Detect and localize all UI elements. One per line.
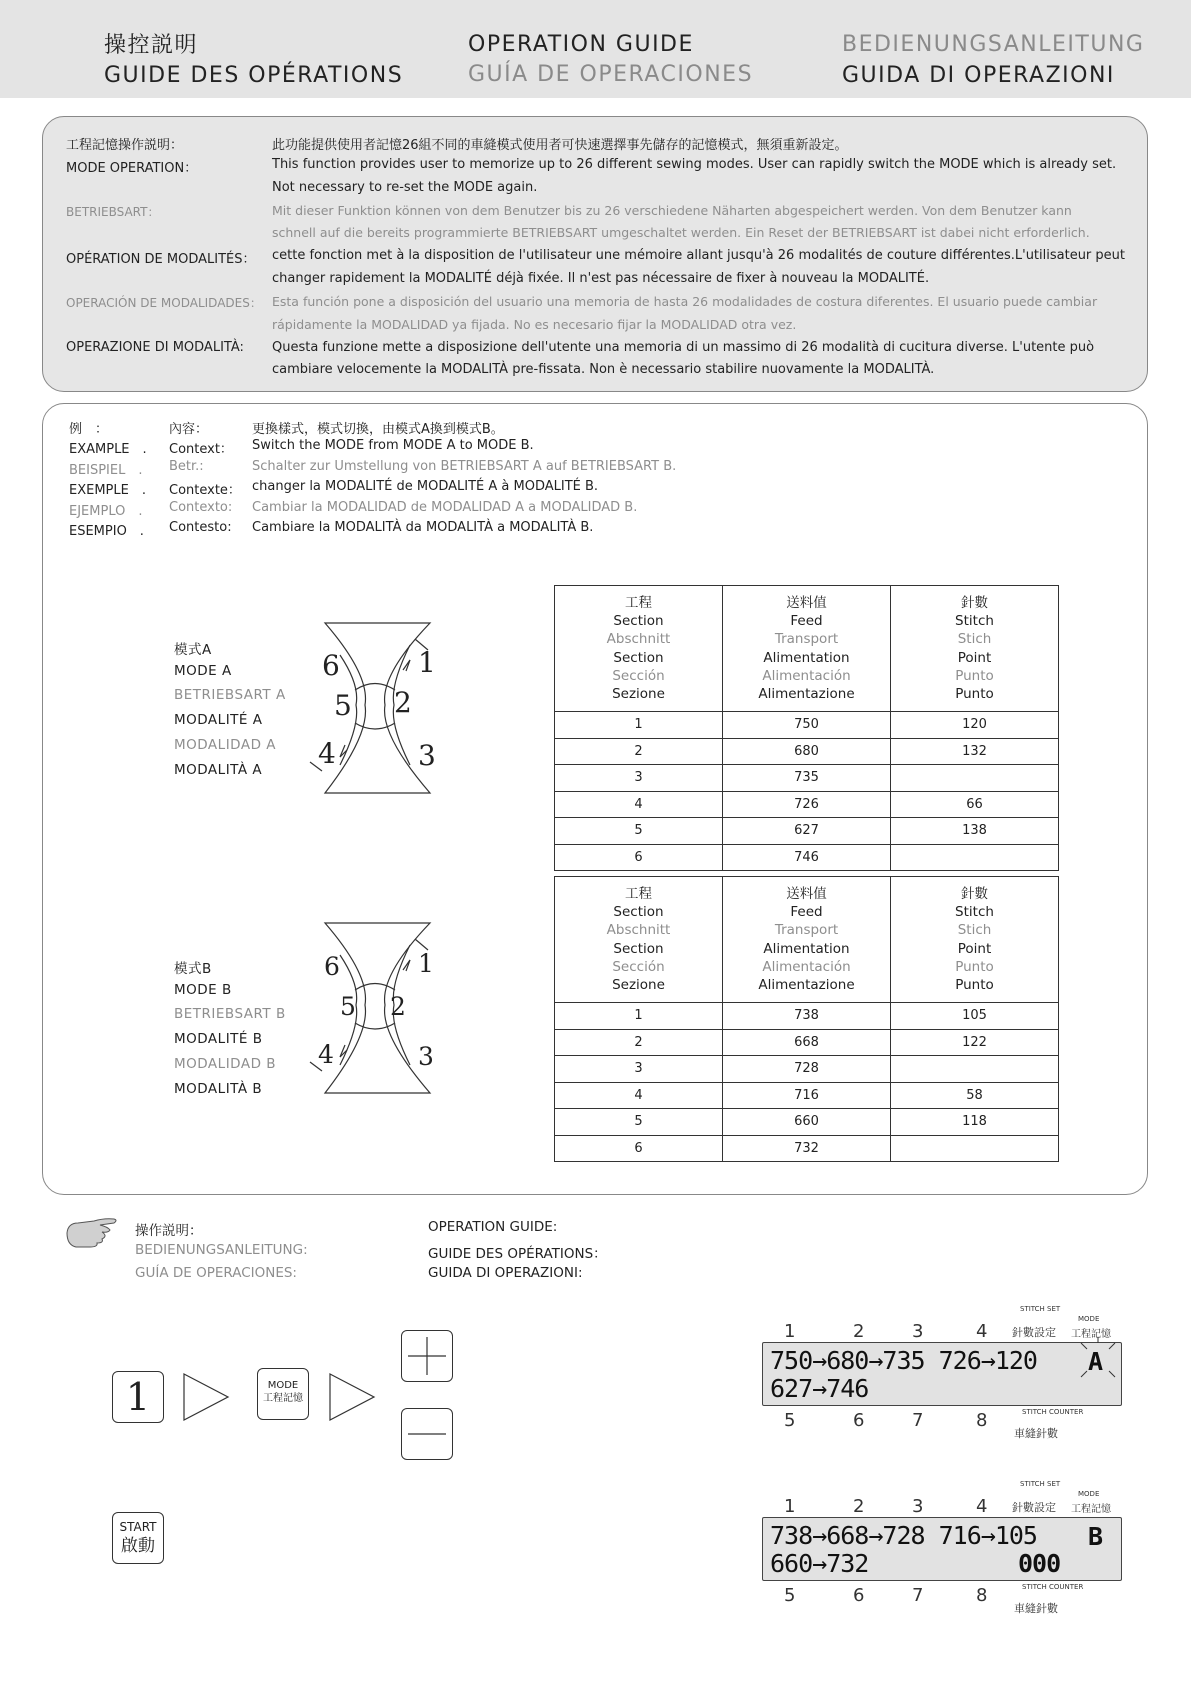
table-header-feed-3: Alimentation [763,649,850,666]
guide-title-es: GUÍA DE OPERACIONES: [135,1265,297,1281]
table-header-feed-2: Transport [774,922,839,939]
mode-button-label: MODE [267,1380,299,1391]
mode-a-section-6: 6 [322,649,340,682]
table-header-feed-1: Feed [790,903,823,920]
guide-title-fr: GUIDE DES OPÉRATIONS： [428,1246,607,1262]
display2-top-num-0: 1 [784,1496,796,1517]
guide-title-it: GUIDA DI OPERAZIONI: [428,1265,583,1281]
table-header-stitch-2: Stich [957,922,992,939]
mode-label-0: 工程記憶操作説明： [66,138,184,153]
stitch-counter-label: STITCH COUNTER [1022,1408,1084,1416]
pointing-hand-icon [64,1215,122,1251]
table-cell: 122 [891,1029,1059,1056]
mode-b-section-1: 1 [418,949,434,978]
table-row [555,1109,1059,1136]
modeA-label-1: MODE A [174,662,232,679]
minus-icon [402,1409,452,1459]
table-row [555,1003,1059,1030]
lcd-mode-letter: B [1088,1522,1103,1551]
example-context-3: Contexte： [169,483,241,498]
modeB-label-1: MODE B [174,981,232,998]
mode-a-section-1: 1 [418,646,436,679]
table-header-section-2: Abschnitt [606,631,671,648]
table-cell: 680 [723,738,891,765]
table-header-stitch-5: Punto [955,977,994,994]
mode-a-section-3: 3 [418,739,436,772]
mode-label-1: MODE OPERATION： [66,161,198,176]
modeA-label-3: MODALITÉ A [174,712,263,729]
table-cell: 668 [723,1029,891,1056]
mode-label-zh: 工程記憶 [1071,1504,1111,1515]
modeA-label-0: 模式A [174,642,212,658]
stitch-set-label: STITCH SET [1020,1305,1061,1313]
table-cell [891,844,1059,871]
key-1-button[interactable]: 1 [112,1371,164,1423]
table-cell: 4 [555,791,723,818]
mode-text-5: cette fonction met à la disposition de l'utilisateur une mémoire allant jusqu'à 26 modalités de couture différentes.L'utilisateur peut [272,248,1125,263]
table-row [555,1135,1059,1162]
table-header-feed-4: Alimentación [762,958,851,975]
table-header-feed [723,877,891,1003]
stitch-counter-label-zh: 車縫針數 [1014,1427,1058,1440]
plus-icon [402,1331,452,1381]
display2-top-num-2: 3 [912,1496,924,1517]
table-header-stitch [891,586,1059,712]
mode-b-section-2: 2 [390,992,406,1021]
mode-label-5: OPÉRATION DE MODALITÉS： [66,252,256,267]
header-title-de: BEDIENUNGSANLEITUNG [842,32,1145,57]
mode-label: MODE [1078,1490,1100,1498]
example-context-0: 內容： [169,422,209,437]
table-header-section-1: Section [613,903,664,920]
display1-bottom-num-0: 5 [784,1410,796,1431]
stitch-set-label-zh: 針數設定 [1012,1326,1056,1339]
mode-b-section-3: 3 [418,1042,434,1071]
guide-title-de: BEDIENUNGSANLEITUNG: [135,1242,308,1258]
table-cell: 750 [723,712,891,739]
table-cell: 728 [723,1056,891,1083]
mode-b-section-5: 5 [340,992,356,1021]
modeB-label-2: BETRIEBSART B [174,1006,286,1023]
table-cell: 746 [723,844,891,871]
table-header-section-0: 工程 [625,594,652,611]
minus-button[interactable] [401,1408,453,1460]
plus-button[interactable] [401,1330,453,1382]
table-cell: 738 [723,1003,891,1030]
table-cell: 6 [555,844,723,871]
table-header-section [555,877,723,1003]
page-header [0,0,1191,98]
table-cell: 735 [723,765,891,792]
lcd-mode-letter: A [1088,1347,1103,1376]
example-prefix-1: EXAMPLE . [69,442,147,457]
mode-label-zh: 工程記憶 [1071,1329,1111,1340]
table-cell: 627 [723,818,891,845]
lcd-line-2: 660→732 [770,1549,869,1578]
table-cell [891,1056,1059,1083]
table-cell: 726 [723,791,891,818]
display2-top-num-1: 2 [853,1496,865,1517]
table-cell: 118 [891,1109,1059,1136]
display1-bottom-num-2: 7 [912,1410,924,1431]
table-cell: 1 [555,1003,723,1030]
modeB-label-5: MODALITÀ B [174,1080,263,1097]
display1-bottom-num-1: 6 [853,1410,865,1431]
mode-b-section-6: 6 [324,952,340,981]
table-header-feed-0: 送料值 [786,594,827,611]
table-header-stitch [891,877,1059,1003]
table-header-row [555,586,1059,712]
example-prefix-4: EJEMPLO . [69,504,143,519]
table-header-stitch-1: Stitch [955,612,994,629]
table-cell: 1 [555,712,723,739]
table-cell: 2 [555,738,723,765]
table-cell: 716 [723,1082,891,1109]
example-prefix-3: EXEMPLE . [69,483,146,498]
table-header-stitch-3: Point [957,940,992,957]
table-cell: 3 [555,765,723,792]
example-desc-2: Schalter zur Umstellung von BETRIEBSART A auf BETRIEBSART B. [252,459,677,474]
modeA-label-5: MODALITÀ A [174,761,263,778]
header-title-es: GUÍA DE OPERACIONES [468,62,754,87]
table-row [555,738,1059,765]
display1-top-num-1: 2 [853,1321,865,1342]
mode-b-section-4: 4 [318,1040,334,1069]
display1-top-num-0: 1 [784,1321,796,1342]
mode-button-label-zh: 工程記憶 [263,1393,303,1404]
table-header-section-4: Sección [612,958,665,975]
table-row [555,765,1059,792]
table-header-stitch-1: Stitch [955,903,994,920]
table-row [555,712,1059,739]
table-cell: 5 [555,1109,723,1136]
modeA-label-4: MODALIDAD A [174,736,276,753]
table-cell: 6 [555,1135,723,1162]
table-header-feed-5: Alimentazione [758,977,855,994]
table-cell: 66 [891,791,1059,818]
table-cell: 120 [891,712,1059,739]
example-desc-4: Cambiar la MODALIDAD de MODALIDAD A a MODALIDAD B. [252,500,638,515]
blink-indicator-icon [1073,1335,1123,1385]
example-desc-0: 更換樣式，模式切換，由模式A換到模式B。 [252,422,504,437]
start-button-label: START [119,1520,157,1534]
stitch-set-label-zh: 針數設定 [1012,1501,1056,1514]
lcd-line-1: 738→668→728 716→105 [770,1521,1037,1550]
example-context-1: Context： [169,442,233,457]
table-cell: 4 [555,1082,723,1109]
table-header-section-4: Sección [612,667,665,684]
table-row [555,1082,1059,1109]
guide-title-en: OPERATION GUIDE: [428,1219,558,1235]
stitch-counter-label-zh: 車縫針數 [1014,1602,1058,1615]
table-header-feed-0: 送料值 [786,885,827,902]
table-header-feed-3: Alimentation [763,940,850,957]
table-cell [891,1135,1059,1162]
table-cell: 132 [891,738,1059,765]
example-desc-5: Cambiare la MODALITÀ da MODALITÀ a MODALITÀ B. [252,520,594,535]
mode-text-6: changer rapidement la MODALITÉ déjà fixée. Il n'est pas nécessaire de fixer à nouveau la MODALITÉ. [272,271,930,286]
mode-b-diagram [300,915,450,1100]
example-context-5: Contesto: [169,520,232,535]
example-context-4: Contexto: [169,500,233,515]
example-prefix-2: BEISPIEL . [69,463,143,478]
mode-text-1: This function provides user to memorize up to 26 different sewing modes. User can rapidly switch the MODE which is already set. [272,157,1117,172]
lcd-line-1: 750→680→735 726→120 [770,1346,1037,1375]
display1-top-num-2: 3 [912,1321,924,1342]
mode-text-10: cambiare velocemente la MODALITÀ pre-fissata. Non è necessario stabilire nuovamente la MODALITÀ. [272,362,935,377]
mode-a-section-4: 4 [318,737,336,770]
mode-label-7: OPERACIÓN DE MODALIDADES： [66,296,262,310]
arrow-right-icon [182,1372,230,1422]
table-row [555,844,1059,871]
stitch-set-label: STITCH SET [1020,1480,1061,1488]
table-row [555,818,1059,845]
header-title-en: OPERATION GUIDE [468,32,694,57]
table-header-feed-5: Alimentazione [758,686,855,703]
mode-a-table [554,585,1059,871]
table-header-stitch-2: Stich [957,631,992,648]
example-context-2: Betr.: [169,459,204,474]
guide-title-zh: 操作説明： [135,1223,203,1239]
table-header-stitch-4: Punto [955,667,994,684]
mode-label: MODE [1078,1315,1100,1323]
mode-text-4: schnell auf die bereits programmierte BETRIEBSART umgeschaltet werden. Ein Reset der BETRIEBSART ist dabei nicht erforderlich. [272,225,1090,240]
example-prefix-0: 例 ： [69,422,109,437]
table-header-section-2: Abschnitt [606,922,671,939]
table-header-stitch-0: 針數 [961,885,988,902]
example-desc-3: changer la MODALITÉ de MODALITÉ A à MODALITÉ B. [252,479,599,494]
table-header-section-5: Sezione [612,686,665,703]
mode-a-section-2: 2 [394,686,412,719]
table-cell: 660 [723,1109,891,1136]
table-header-stitch-5: Punto [955,686,994,703]
header-title-it: GUIDA DI OPERAZIONI [842,63,1115,88]
mode-text-8: rápidamente la MODALIDAD ya fijada. No es necesario fijar la MODALIDAD otra vez. [272,317,797,332]
table-cell: 2 [555,1029,723,1056]
display1-bottom-num-3: 8 [976,1410,988,1431]
display2-bottom-num-0: 5 [784,1585,796,1606]
mode-text-7: Esta función pone a disposición del usuario una memoria de hasta 26 modalidades de costura diferentes. El usuario puede cambiar [272,294,1098,309]
start-button-label-zh: 啟動 [121,1536,155,1556]
table-header-section [555,586,723,712]
table-cell: 58 [891,1082,1059,1109]
arrow-right-icon [328,1372,376,1422]
table-row [555,1056,1059,1083]
modeB-label-4: MODALIDAD B [174,1055,277,1072]
table-header-feed-4: Alimentación [762,667,851,684]
modeA-label-2: BETRIEBSART A [174,687,286,704]
mode-label-9: OPERAZIONE DI MODALITÀ: [66,340,244,355]
stitch-counter-label: STITCH COUNTER [1022,1583,1084,1591]
display2-bottom-num-1: 6 [853,1585,865,1606]
table-header-feed [723,586,891,712]
display1-top-num-3: 4 [976,1321,988,1342]
mode-text-3: Mit dieser Funktion können von dem Benutzer bis zu 26 verschiedene Näharten abgespeichert werden. Von dem Benutzer kann [272,203,1072,218]
modeB-label-0: 模式B [174,961,212,977]
table-header-stitch-0: 針數 [961,594,988,611]
mode-text-2: Not necessary to re-set the MODE again. [272,180,538,195]
display2-top-num-3: 4 [976,1496,988,1517]
table-row [555,1029,1059,1056]
table-header-feed-1: Feed [790,612,823,629]
example-prefix-5: ESEMPIO . [69,524,144,539]
lcd-line-2: 627→746 [770,1374,869,1403]
display2-bottom-num-2: 7 [912,1585,924,1606]
example-desc-1: Switch the MODE from MODE A to MODE B. [252,438,534,453]
mode-a-diagram [300,615,450,800]
table-header-stitch-3: Point [957,649,992,666]
table-header-stitch-4: Punto [955,958,994,975]
table-header-section-3: Section [613,649,664,666]
table-cell: 105 [891,1003,1059,1030]
table-row [555,791,1059,818]
mode-button[interactable] [257,1368,309,1420]
mode-label-3: BETRIEBSART： [66,205,160,219]
table-cell: 138 [891,818,1059,845]
table-cell: 5 [555,818,723,845]
modeB-label-3: MODALITÉ B [174,1031,263,1048]
display2-bottom-num-3: 8 [976,1585,988,1606]
header-title-fr: GUIDE DES OPÉRATIONS [104,63,404,88]
table-header-section-0: 工程 [625,885,652,902]
table-cell: 732 [723,1135,891,1162]
mode-text-0: 此功能提供使用者記憶26組不同的車縫模式使用者可快速選擇事先儲存的記憶模式，無須重新設定。 [272,138,848,153]
lcd-stitch-counter: 000 [1018,1549,1061,1578]
header-title-zh: 操控説明 [104,33,199,58]
table-header-row [555,877,1059,1003]
mode-text-9: Questa funzione mette a disposizione dell'utente una memoria di un massimo di 26 modalità di cucitura diverse. L'utente può [272,340,1095,355]
start-button[interactable] [112,1512,164,1564]
table-header-section-1: Section [613,612,664,629]
table-header-section-5: Sezione [612,977,665,994]
table-cell: 3 [555,1056,723,1083]
table-cell [891,765,1059,792]
mode-a-section-5: 5 [334,689,352,722]
table-header-feed-2: Transport [774,631,839,648]
table-header-section-3: Section [613,940,664,957]
mode-b-table [554,876,1059,1162]
